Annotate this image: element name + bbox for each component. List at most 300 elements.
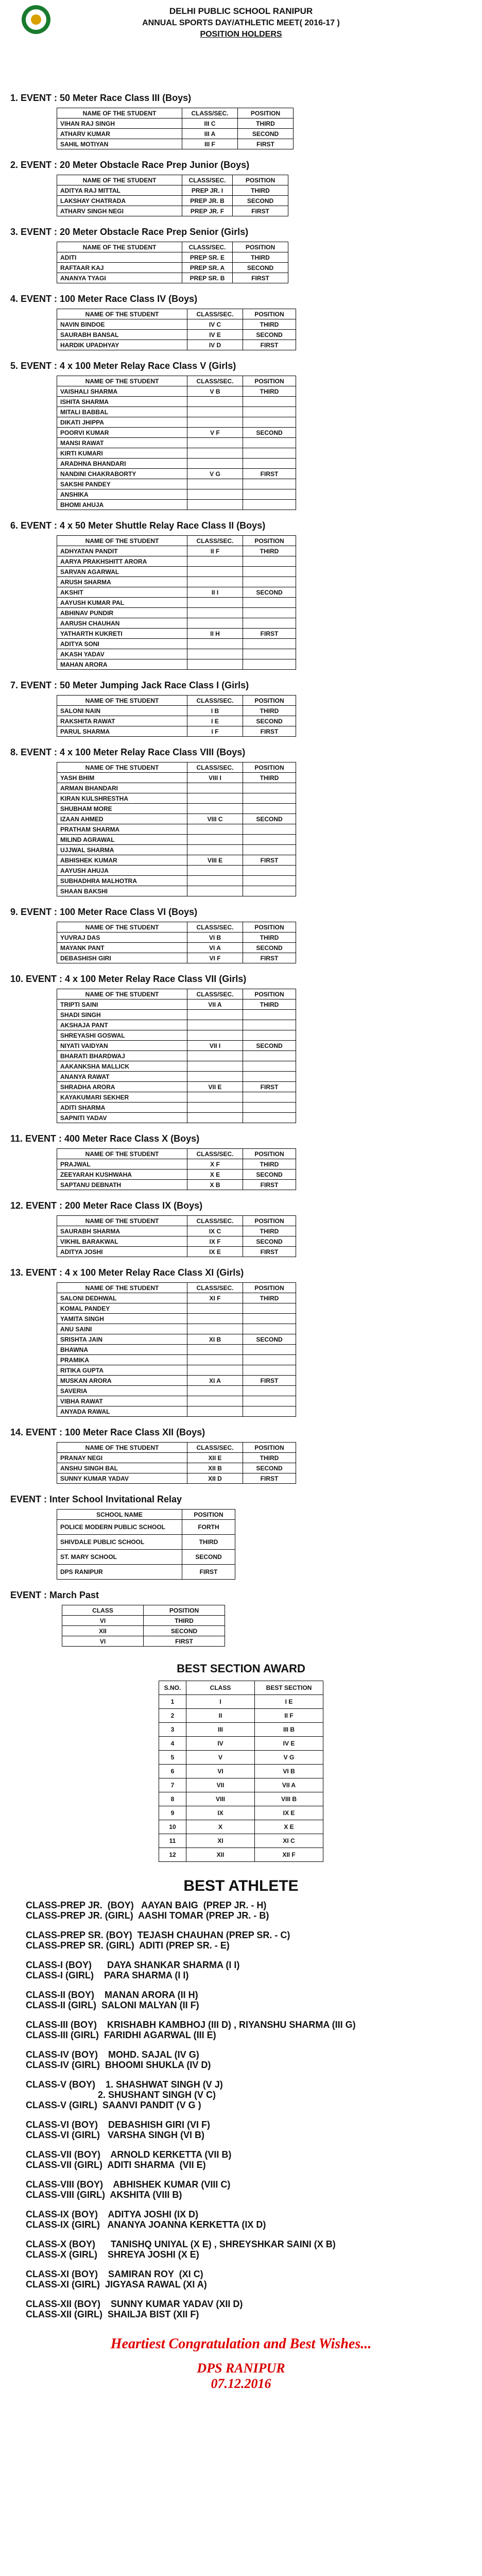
table-cell: THIRD <box>243 1159 296 1170</box>
table-row <box>57 407 296 417</box>
table-row <box>57 953 296 963</box>
event-section <box>0 1133 482 1190</box>
event-section <box>0 294 482 350</box>
table-row <box>57 886 296 896</box>
table-row <box>57 1061 296 1072</box>
table-row <box>159 1778 323 1792</box>
table-cell <box>243 417 296 428</box>
table-cell: THIRD <box>238 118 294 129</box>
table-row <box>57 783 296 793</box>
table-cell: FIRST <box>243 1376 296 1386</box>
column-header: NAME OF THE STUDENT <box>57 376 187 386</box>
event-section <box>0 747 482 896</box>
table-cell: ARUSH SHARMA <box>57 577 187 587</box>
table-cell: THIRD <box>243 773 296 783</box>
table-cell: SALONI DEDHWAL <box>57 1293 187 1303</box>
table-cell: PRANAY NEGI <box>57 1453 187 1463</box>
table-cell: ADITYA SONI <box>57 639 187 649</box>
event-title: 11. EVENT : 400 Meter Race Class X (Boys) <box>10 1133 200 1144</box>
table-cell <box>187 1406 243 1417</box>
table-cell <box>187 577 243 587</box>
table-cell <box>243 1365 296 1376</box>
table-cell <box>187 1355 243 1365</box>
table-cell <box>243 500 296 510</box>
table-cell: II F <box>255 1709 323 1723</box>
table-row <box>57 1113 296 1123</box>
table-cell: IX E <box>187 1247 243 1257</box>
table-header-row <box>57 536 296 546</box>
table-cell: THIRD <box>243 319 296 330</box>
table-row <box>57 319 296 330</box>
table-cell: V <box>186 1751 255 1765</box>
table-cell: XII B <box>187 1463 243 1473</box>
table-cell <box>243 824 296 835</box>
column-header: POSITION <box>243 1283 296 1293</box>
table-cell: SAVERIA <box>57 1386 187 1396</box>
table-cell: SHADI SINGH <box>57 1010 187 1020</box>
table-row <box>57 1180 296 1190</box>
position-table <box>57 1442 296 1484</box>
position-table <box>57 1148 296 1190</box>
table-row <box>57 1345 296 1355</box>
table-cell <box>187 804 243 814</box>
table-cell <box>243 1051 296 1061</box>
table-cell: SECOND <box>144 1626 225 1636</box>
event-title: 6. EVENT : 4 x 50 Meter Shuttle Relay Race Class II (Boys) <box>10 520 266 531</box>
table-cell: YAMITA SINGH <box>57 1314 187 1324</box>
table-cell: VII E <box>187 1082 243 1092</box>
table-cell <box>243 1113 296 1123</box>
table-cell: I <box>186 1695 255 1709</box>
table-row <box>159 1737 323 1751</box>
congratulation-message: Heartiest Congratulation and Best Wishes... <box>110 2336 372 2352</box>
table-cell <box>187 397 243 407</box>
table-cell: VI <box>186 1765 255 1778</box>
table-row <box>57 824 296 835</box>
athlete-line: CLASS-XII (GIRL) SHAILJA BIST (XII F) <box>26 2309 199 2319</box>
table-header-row <box>159 1681 323 1695</box>
table-cell: PARUL SHARMA <box>57 726 187 737</box>
table-row <box>57 417 296 428</box>
event-section <box>0 1494 482 1580</box>
table-header-row <box>57 1149 296 1159</box>
table-cell: SECOND <box>233 263 288 273</box>
table-cell: IV D <box>187 340 243 350</box>
table-cell: ST. MARY SCHOOL <box>57 1550 182 1565</box>
table-row <box>57 1334 296 1345</box>
table-cell: FIRST <box>243 855 296 866</box>
table-cell: FIRST <box>243 629 296 639</box>
athlete-line: CLASS-VIII (GIRL) AKSHITA (VIII B) <box>26 2190 182 2200</box>
meet-subtitle: ANNUAL SPORTS DAY/ATHLETIC MEET( 2016-17 ) <box>142 19 340 27</box>
table-cell: SAURABH BANSAL <box>57 330 187 340</box>
position-table <box>57 1215 296 1257</box>
table-row <box>57 438 296 448</box>
table-cell: PRAJWAL <box>57 1159 187 1170</box>
athlete-line: CLASS-II (BOY) MANAN ARORA (II H) <box>26 1990 198 2000</box>
table-cell: SALONI NAIN <box>57 706 187 716</box>
athlete-line: CLASS-II (GIRL) SALONI MALYAN (II F) <box>26 2000 199 2010</box>
events-list <box>0 93 482 1647</box>
table-cell <box>187 1345 243 1355</box>
table-header-row <box>57 1216 296 1226</box>
table-cell: SAKSHI PANDEY <box>57 479 187 489</box>
position-table <box>57 695 296 737</box>
table-row <box>57 1236 296 1247</box>
table-cell: X F <box>187 1159 243 1170</box>
column-header: NAME OF THE STUDENT <box>57 922 187 933</box>
athlete-line: CLASS-XII (BOY) SUNNY KUMAR YADAV (XII D) <box>26 2299 243 2309</box>
table-cell <box>243 567 296 577</box>
table-cell: I F <box>187 726 243 737</box>
position-table <box>57 309 296 350</box>
table-row <box>57 206 288 216</box>
table-row <box>57 598 296 608</box>
table-cell <box>187 1072 243 1082</box>
table-cell <box>243 783 296 793</box>
table-cell <box>243 448 296 459</box>
table-header-row <box>57 376 296 386</box>
table-row <box>57 567 296 577</box>
table-cell: AARUSH CHAUHAN <box>57 618 187 629</box>
table-cell: SRISHTA JAIN <box>57 1334 187 1345</box>
event-title: 3. EVENT : 20 Meter Obstacle Race Prep Senior (Girls) <box>10 227 249 237</box>
table-cell: FIRST <box>243 1247 296 1257</box>
table-cell <box>243 1072 296 1082</box>
table-cell: III A <box>182 129 238 139</box>
column-header: POSITION <box>243 536 296 546</box>
table-cell: THIRD <box>144 1616 225 1626</box>
table-cell: 8 <box>159 1792 186 1806</box>
table-row <box>62 1616 225 1626</box>
table-cell: BHARATI BHARDWAJ <box>57 1051 187 1061</box>
event-section <box>0 1427 482 1484</box>
table-cell: ADITI SHARMA <box>57 1103 187 1113</box>
table-row <box>57 448 296 459</box>
table-cell: RAFTAAR KAJ <box>57 263 182 273</box>
table-cell: FIRST <box>243 340 296 350</box>
athlete-line: CLASS-VII (GIRL) ADITI SHARMA (VII E) <box>26 2160 206 2170</box>
table-cell: IX F <box>187 1236 243 1247</box>
table-cell: AKSHIT <box>57 587 187 598</box>
table-cell <box>187 1092 243 1103</box>
table-header-row <box>57 309 296 319</box>
table-row <box>57 1355 296 1365</box>
table-header-row <box>57 1510 235 1520</box>
column-header: POSITION <box>243 696 296 706</box>
table-cell: II F <box>187 546 243 556</box>
table-cell <box>243 639 296 649</box>
table-cell <box>243 618 296 629</box>
table-cell <box>187 608 243 618</box>
table-cell <box>243 397 296 407</box>
table-cell <box>243 489 296 500</box>
table-cell: XI A <box>187 1376 243 1386</box>
position-table <box>57 1509 235 1580</box>
table-cell <box>187 876 243 886</box>
table-cell: III B <box>255 1723 323 1737</box>
table-cell: IV <box>186 1737 255 1751</box>
column-header: NAME OF THE STUDENT <box>57 309 187 319</box>
table-row <box>57 1030 296 1041</box>
position-table <box>57 175 288 216</box>
table-row <box>159 1848 323 1862</box>
table-cell: 6 <box>159 1765 186 1778</box>
table-cell: AAKANKSHA MALLICK <box>57 1061 187 1072</box>
table-row <box>57 263 288 273</box>
athlete-line: CLASS-X (GIRL) SHREYA JOSHI (X E) <box>26 2249 199 2260</box>
column-header: POSITION <box>243 309 296 319</box>
best-athlete <box>0 1877 482 2329</box>
table-cell: VIII B <box>255 1792 323 1806</box>
table-cell <box>243 556 296 567</box>
column-header: NAME OF THE STUDENT <box>57 1283 187 1293</box>
event-title: 12. EVENT : 200 Meter Race Class IX (Boys) <box>10 1200 203 1211</box>
column-header: POSITION <box>243 762 296 773</box>
table-cell: XI C <box>255 1834 323 1848</box>
table-row <box>57 866 296 876</box>
event-title: 13. EVENT : 4 x 100 Meter Relay Race Class XI (Girls) <box>10 1267 244 1278</box>
table-cell <box>187 1020 243 1030</box>
table-cell: PREP SR. B <box>182 273 233 283</box>
table-cell: YUVRAJ DAS <box>57 933 187 943</box>
table-row <box>57 1520 235 1535</box>
table-row <box>57 118 294 129</box>
table-cell: SUBHADHRA MALHOTRA <box>57 876 187 886</box>
table-cell <box>243 577 296 587</box>
table-cell: SECOND <box>182 1550 235 1565</box>
table-cell: X E <box>187 1170 243 1180</box>
table-cell <box>187 407 243 417</box>
table-row <box>57 1463 296 1473</box>
position-table <box>57 376 296 510</box>
column-header: CLASS/SEC. <box>182 175 233 185</box>
table-cell: SECOND <box>233 196 288 206</box>
table-cell: SECOND <box>243 1170 296 1180</box>
table-row <box>57 855 296 866</box>
table-row <box>57 608 296 618</box>
table-cell: SECOND <box>243 1334 296 1345</box>
table-cell <box>187 1061 243 1072</box>
table-cell <box>243 407 296 417</box>
position-table <box>62 1605 225 1647</box>
column-header: POSITION <box>144 1605 225 1616</box>
table-cell: I B <box>187 706 243 716</box>
table-cell <box>243 793 296 804</box>
table-row <box>57 1406 296 1417</box>
column-header: NAME OF THE STUDENT <box>57 1443 187 1453</box>
table-row <box>57 716 296 726</box>
athlete-line: CLASS-I (BOY) DAYA SHANKAR SHARMA (I I) <box>26 1960 240 1970</box>
table-cell: SHRADHA ARORA <box>57 1082 187 1092</box>
table-cell: THIRD <box>243 706 296 716</box>
table-cell: II <box>186 1709 255 1723</box>
column-header: NAME OF THE STUDENT <box>57 1216 187 1226</box>
table-cell: IZAAN AHMED <box>57 814 187 824</box>
column-header: NAME OF THE STUDENT <box>57 989 187 999</box>
table-cell: XII <box>186 1848 255 1862</box>
table-cell: PREP JR. F <box>182 206 233 216</box>
table-cell: AKASH YADAV <box>57 649 187 659</box>
table-cell: FORTH <box>182 1520 235 1535</box>
table-cell: 2 <box>159 1709 186 1723</box>
athlete-line: CLASS-I (GIRL) PARA SHARMA (I I) <box>26 1970 189 1980</box>
table-cell <box>187 866 243 876</box>
table-cell: ABHINAV PUNDIR <box>57 608 187 618</box>
table-cell: II H <box>187 629 243 639</box>
table-row <box>57 1247 296 1257</box>
column-header: POSITION <box>238 108 294 118</box>
athlete-line: CLASS-VI (GIRL) VARSHA SINGH (VI B) <box>26 2130 205 2140</box>
table-cell: SECOND <box>243 716 296 726</box>
column-header: CLASS/SEC. <box>187 989 243 999</box>
table-cell: KOMAL PANDEY <box>57 1303 187 1314</box>
table-row <box>57 1051 296 1061</box>
column-header: CLASS/SEC. <box>187 536 243 546</box>
table-row <box>159 1695 323 1709</box>
table-cell <box>243 459 296 469</box>
table-row <box>57 577 296 587</box>
table-cell: VI <box>62 1616 144 1626</box>
table-cell: IV C <box>187 319 243 330</box>
table-cell: FIRST <box>238 139 294 149</box>
table-cell: AAYUSH KUMAR PAL <box>57 598 187 608</box>
table-cell: POLICE MODERN PUBLIC SCHOOL <box>57 1520 182 1535</box>
table-row <box>57 1396 296 1406</box>
table-cell: MITALI BABBAL <box>57 407 187 417</box>
table-cell: V G <box>255 1751 323 1765</box>
table-cell: SECOND <box>243 1463 296 1473</box>
table-row <box>57 814 296 824</box>
table-cell <box>187 1030 243 1041</box>
event-title: EVENT : March Past <box>10 1590 99 1600</box>
table-row <box>159 1806 323 1820</box>
event-section <box>0 93 482 149</box>
athlete-line: 2. SHUSHANT SINGH (V C) <box>26 2090 216 2100</box>
school-logo-icon <box>21 4 51 35</box>
athlete-line: CLASS-V (GIRL) SAANVI PANDIT (V G ) <box>26 2100 201 2110</box>
table-cell: MILIND AGRAWAL <box>57 835 187 845</box>
table-cell: V G <box>187 469 243 479</box>
table-row <box>159 1834 323 1848</box>
athlete-line: CLASS-VI (BOY) DEBASHISH GIRI (VI F) <box>26 2120 211 2130</box>
event-section <box>0 1590 482 1647</box>
column-header: POSITION <box>233 242 288 252</box>
column-header: NAME OF THE STUDENT <box>57 175 182 185</box>
table-cell <box>243 1061 296 1072</box>
table-header-row <box>57 696 296 706</box>
column-header: CLASS/SEC. <box>187 762 243 773</box>
table-cell: I E <box>255 1695 323 1709</box>
table-cell <box>187 459 243 469</box>
table-cell: ADHYATAN PANDIT <box>57 546 187 556</box>
table-cell <box>243 1092 296 1103</box>
column-header: CLASS/SEC. <box>182 108 238 118</box>
table-cell: VI <box>62 1636 144 1647</box>
table-cell: 1 <box>159 1695 186 1709</box>
table-cell: IX C <box>187 1226 243 1236</box>
table-cell: I E <box>187 716 243 726</box>
table-cell: VIII C <box>187 814 243 824</box>
column-header: BEST SECTION <box>255 1681 323 1695</box>
table-row <box>57 659 296 670</box>
table-row <box>57 1376 296 1386</box>
event-title: 10. EVENT : 4 x 100 Meter Relay Race Class VII (Girls) <box>10 974 247 984</box>
best-athlete-title: BEST ATHLETE <box>183 1877 299 1894</box>
table-row <box>57 639 296 649</box>
table-row <box>57 618 296 629</box>
table-cell: KIRAN KULSHRESTHA <box>57 793 187 804</box>
table-cell <box>187 824 243 835</box>
table-cell: MAYANK PANT <box>57 943 187 953</box>
table-cell: IV E <box>187 330 243 340</box>
table-header-row <box>57 1443 296 1453</box>
table-row <box>57 1473 296 1484</box>
table-cell <box>243 876 296 886</box>
table-cell: NIYATI VAIDYAN <box>57 1041 187 1051</box>
table-cell: SECOND <box>243 943 296 953</box>
table-cell: VIBHA RAWAT <box>57 1396 187 1406</box>
table-cell: THIRD <box>243 1226 296 1236</box>
table-cell: ATHARV KUMAR <box>57 129 182 139</box>
table-cell: PREP JR. B <box>182 196 233 206</box>
event-section <box>0 361 482 510</box>
table-cell: XII F <box>255 1848 323 1862</box>
table-row <box>57 587 296 598</box>
table-cell <box>243 479 296 489</box>
table-cell: PREP SR. A <box>182 263 233 273</box>
table-cell <box>243 1314 296 1324</box>
table-cell: 9 <box>159 1806 186 1820</box>
table-row <box>57 1092 296 1103</box>
table-cell <box>243 1324 296 1334</box>
table-cell: PREP JR. I <box>182 185 233 196</box>
table-cell: VIII I <box>187 773 243 783</box>
column-header: NAME OF THE STUDENT <box>57 536 187 546</box>
table-cell: SHIVDALE PUBLIC SCHOOL <box>57 1535 182 1550</box>
column-header: POSITION <box>182 1510 235 1520</box>
table-cell: XI <box>186 1834 255 1848</box>
column-header: POSITION <box>243 989 296 999</box>
event-title: EVENT : Inter School Invitational Relay <box>10 1494 182 1504</box>
best-section-title: BEST SECTION AWARD <box>177 1662 305 1675</box>
column-header: SCHOOL NAME <box>57 1510 182 1520</box>
table-header-row <box>62 1605 225 1616</box>
table-cell <box>243 1406 296 1417</box>
table-cell: MANSI RAWAT <box>57 438 187 448</box>
table-cell: SECOND <box>243 428 296 438</box>
column-header: POSITION <box>243 1216 296 1226</box>
table-cell: SHUBHAM MORE <box>57 804 187 814</box>
table-cell: YASH BHIM <box>57 773 187 783</box>
table-header-row <box>57 108 294 118</box>
event-section <box>0 680 482 737</box>
event-section <box>0 227 482 283</box>
table-cell: 5 <box>159 1751 186 1765</box>
table-cell <box>243 804 296 814</box>
table-cell: VIII <box>186 1792 255 1806</box>
athlete-line: CLASS-VIII (BOY) ABHISHEK KUMAR (VIII C) <box>26 2179 231 2190</box>
column-header: CLASS/SEC. <box>187 922 243 933</box>
table-cell <box>187 1051 243 1061</box>
table-cell <box>187 479 243 489</box>
event-title: 9. EVENT : 100 Meter Race Class VI (Boys) <box>10 907 198 917</box>
table-row <box>57 629 296 639</box>
signature-name: DPS RANIPUR <box>197 2361 285 2376</box>
table-cell: 7 <box>159 1778 186 1792</box>
table-cell: VII I <box>187 1041 243 1051</box>
table-cell: SHAAN BAKSHI <box>57 886 187 896</box>
